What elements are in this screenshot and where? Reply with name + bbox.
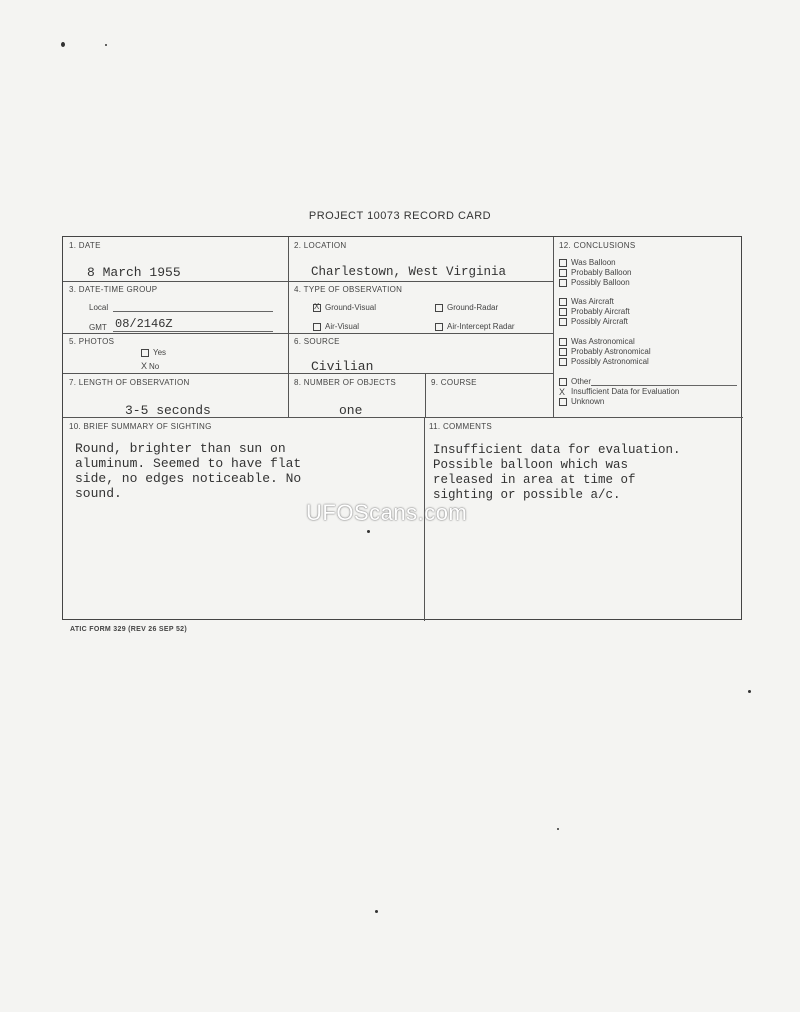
obs-option-ground-radar: Ground-Radar: [435, 303, 498, 312]
conclusion-item: Possibly Astronomical: [559, 357, 651, 367]
source-value: Civilian: [311, 359, 374, 374]
scan-speck: [748, 690, 751, 693]
dtg-gmt-line: [113, 331, 273, 332]
photos-yes: Yes: [141, 348, 166, 357]
dtg-label: 3. DATE-TIME GROUP: [69, 285, 158, 294]
obs-option-ground-visual: X Ground-Visual: [314, 301, 376, 312]
conclusion-item: Was Astronomical: [559, 337, 651, 347]
location-value: Charlestown, West Virginia: [311, 265, 507, 279]
conclusions-group-aircraft: [559, 297, 630, 327]
num-objects-label: 8. NUMBER OF OBJECTS: [294, 378, 397, 387]
obs-option-air-intercept-radar: Air-Intercept Radar: [435, 322, 515, 331]
location-label: 2. LOCATION: [294, 241, 347, 250]
source-label: 6. SOURCE: [294, 337, 340, 346]
other-line: [591, 385, 737, 386]
summary-text: Round, brighter than sun on aluminum. Seemed to have flat side, no edges noticeable. No sound.: [75, 441, 302, 501]
dtg-local-line: [113, 311, 273, 312]
conclusion-item: Probably Aircraft: [559, 307, 630, 317]
course-label: 9. COURSE: [431, 378, 477, 387]
conclusion-item: Probably Balloon: [559, 268, 631, 278]
conclusion-item: Was Aircraft: [559, 297, 630, 307]
conclusion-item-checked: X Insufficient Data for Evaluation: [559, 387, 680, 397]
scan-speck: [557, 828, 559, 830]
divider: [63, 281, 553, 282]
scan-speck: [61, 42, 65, 47]
record-card: [62, 236, 742, 620]
conclusions-group-balloon: [559, 258, 631, 288]
obs-option-air-visual: Air-Visual: [313, 322, 359, 331]
summary-label: 10. BRIEF SUMMARY OF SIGHTING: [69, 422, 212, 431]
date-label: 1. DATE: [69, 241, 101, 250]
conclusions-group-other: [559, 377, 679, 407]
conclusion-item: Was Balloon: [559, 258, 631, 268]
photos-label: 5. PHOTOS: [69, 337, 115, 346]
conclusion-item: Possibly Balloon: [559, 278, 631, 288]
dtg-gmt-label: GMT: [89, 323, 107, 332]
conclusions-group-astronomical: [559, 337, 651, 367]
scan-speck: [375, 910, 378, 913]
dtg-gmt-value: 08/2146Z: [115, 317, 173, 331]
conclusion-item: Probably Astronomical: [559, 347, 651, 357]
observation-type-label: 4. TYPE OF OBSERVATION: [294, 285, 403, 294]
form-id: ATIC FORM 329 (REV 26 SEP 52): [70, 626, 187, 633]
watermark: UFOScans.com: [306, 500, 468, 525]
divider: [63, 333, 553, 334]
comments-label: 11. COMMENTS: [429, 422, 493, 431]
divider: [288, 237, 289, 417]
divider: [553, 237, 554, 417]
dtg-local-label: Local: [89, 303, 109, 312]
date-value: 8 March 1955: [87, 265, 181, 280]
length-label: 7. LENGTH OF OBSERVATION: [69, 378, 190, 387]
divider: [425, 373, 426, 417]
conclusions-label: 12. CONCLUSIONS: [559, 241, 636, 250]
num-objects-value: one: [339, 403, 363, 418]
length-value: 3-5 seconds: [125, 403, 211, 418]
conclusion-item: Possibly Aircraft: [559, 317, 630, 327]
scan-speck: [105, 44, 107, 46]
photos-no: X No: [141, 361, 160, 371]
conclusion-item: Unknown: [559, 397, 679, 407]
conclusion-item: Other: [559, 377, 679, 387]
card-title: PROJECT 10073 RECORD CARD: [308, 210, 492, 222]
comments-text: Insufficient data for evaluation. Possible balloon which was released in area at time of sighting or possible a/c.: [433, 443, 681, 502]
divider: [63, 373, 553, 374]
